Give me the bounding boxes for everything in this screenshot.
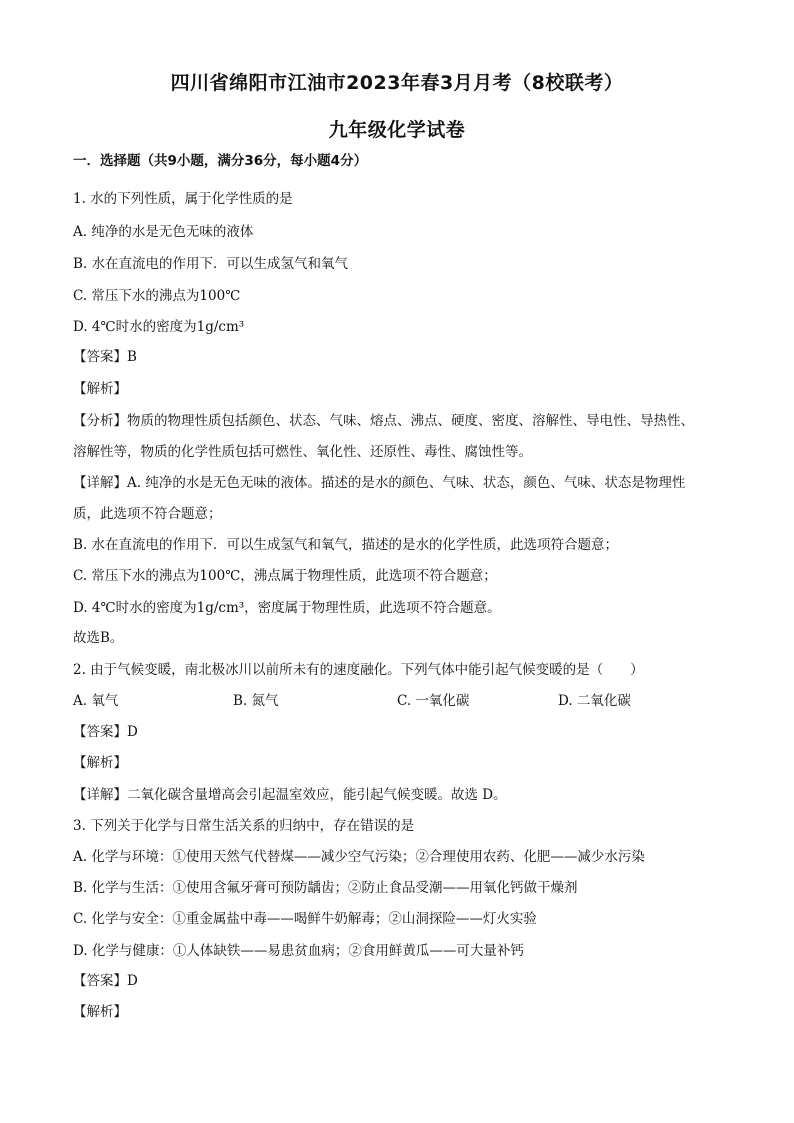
- q1-option-a: A. 纯净的水是无色无味的液体: [73, 224, 254, 240]
- page-subtitle: 九年级化学试卷: [328, 119, 466, 141]
- q2-option-d: D. 二氧化碳: [558, 693, 631, 709]
- q2-option-b: B. 氮气: [233, 693, 279, 709]
- q1-analysis-label: 【解析】: [73, 381, 127, 397]
- q2-options-row: [73, 692, 733, 710]
- section-heading: 一．选择题（共9小题，满分36分，每小题4分）: [73, 153, 368, 169]
- q2-explain: 【详解】二氧化碳含量增高会引起温室效应，能引起气候变暖。故选 D。: [73, 787, 507, 803]
- q2-answer: 【答案】D: [73, 724, 138, 740]
- q2-option-c: C. 一氧化碳: [397, 693, 470, 709]
- q1-answer: 【答案】B: [73, 349, 137, 365]
- q3-answer: 【答案】D: [73, 973, 138, 989]
- q3-option-b: B. 化学与生活：①使用含氟牙膏可预防龋齿；②防止食品受潮——用氧化钙做干燥剂: [73, 880, 578, 896]
- q1-option-d: D. 4℃时水的密度为1g/cm³: [73, 319, 245, 335]
- q1-explain-line: B. 水在直流电的作用下．可以生成氢气和氧气，描述的是水的化学性质，此选项符合题意；: [73, 537, 619, 553]
- q1-explain-line: 【分析】物质的物理性质包括颜色、状态、气味、熔点、沸点、硬度、密度、溶解性、导电性、导热性、: [73, 413, 694, 429]
- q3-stem: 3. 下列关于化学与日常生活关系的归纳中，存在错误的是: [73, 818, 415, 834]
- q3-option-c: C. 化学与安全：①重金属盐中毒——喝鲜牛奶解毒；②山洞探险——灯火实验: [73, 911, 537, 927]
- q1-explain-line: C. 常压下水的沸点为100℃，沸点属于物理性质，此选项不符合题意；: [73, 568, 497, 584]
- q3-option-d: D. 化学与健康：①人体缺铁——易患贫血病；②食用鲜黄瓜——可大量补钙: [73, 943, 524, 959]
- q1-option-c: C. 常压下水的沸点为100℃: [73, 288, 241, 304]
- q2-option-a: A. 氧气: [73, 693, 119, 709]
- q1-explain-line: 故选B。: [73, 630, 124, 646]
- q1-explain-line: 溶解性等，物质的化学性质包括可燃性、氧化性、还原性、毒性、腐蚀性等。: [73, 444, 532, 460]
- page-title: 四川省绵阳市江油市2023年春3月月考（8校联考）: [170, 72, 624, 94]
- q3-analysis-label: 【解析】: [73, 1004, 127, 1020]
- q1-explain-line: D. 4℃时水的密度为1g/cm³，密度属于物理性质，此选项不符合题意。: [73, 600, 501, 616]
- q2-analysis-label: 【解析】: [73, 755, 127, 771]
- q1-option-b: B. 水在直流电的作用下．可以生成氢气和氧气: [73, 256, 349, 272]
- q3-option-a: A. 化学与环境：①使用天然气代替煤——减少空气污染；②合理使用农药、化肥——减少水污染: [73, 849, 645, 865]
- q2-stem: 2. 由于气候变暖，南北极冰川以前所未有的速度融化。下列气体中能引起气候变暖的是（ ）: [73, 662, 644, 678]
- q1-stem: 1. 水的下列性质，属于化学性质的是: [73, 191, 293, 207]
- q1-explain-line: 质，此选项不符合题意；: [73, 506, 222, 522]
- q1-explain-line: 【详解】A. 纯净的水是无色无味的液体。描述的是水的颜色、气味、状态，颜色、气味、状态是物理性: [73, 475, 686, 491]
